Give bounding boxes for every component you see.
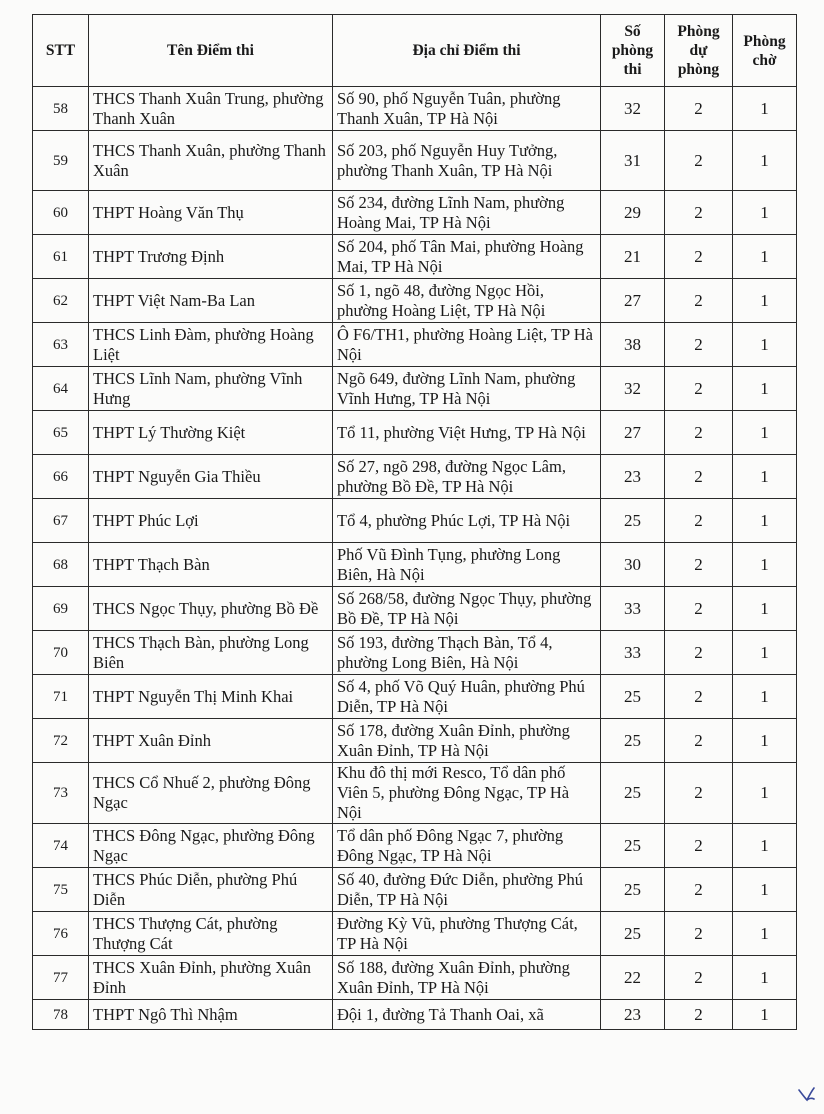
row-site-address: Tổ 11, phường Việt Hưng, TP Hà Nội <box>333 411 601 455</box>
row-reserve-rooms: 2 <box>665 367 733 411</box>
table-row <box>33 279 797 323</box>
table-header-row <box>33 15 797 87</box>
row-stt: 69 <box>33 587 89 631</box>
row-stt: 75 <box>33 868 89 912</box>
row-waiting-rooms: 1 <box>733 824 797 868</box>
row-exam-rooms: 25 <box>601 868 665 912</box>
row-exam-rooms: 29 <box>601 191 665 235</box>
header-site-address: Địa chỉ Điểm thi <box>333 15 601 87</box>
row-site-name: THPT Nguyễn Thị Minh Khai <box>89 675 333 719</box>
table-row <box>33 323 797 367</box>
row-waiting-rooms: 1 <box>733 87 797 131</box>
row-waiting-rooms: 1 <box>733 367 797 411</box>
row-site-name: THPT Trương Định <box>89 235 333 279</box>
row-site-address: Số 188, đường Xuân Đỉnh, phường Xuân Đỉnh, TP Hà Nội <box>333 956 601 1000</box>
table-row <box>33 631 797 675</box>
table-body <box>33 87 797 1030</box>
row-site-name: THPT Việt Nam-Ba Lan <box>89 279 333 323</box>
row-stt: 58 <box>33 87 89 131</box>
table-row <box>33 367 797 411</box>
row-site-address: Số 90, phố Nguyễn Tuân, phường Thanh Xuân, TP Hà Nội <box>333 87 601 131</box>
row-waiting-rooms: 1 <box>733 323 797 367</box>
table-row <box>33 719 797 763</box>
header-exam-rooms-line: thi <box>623 61 642 78</box>
row-reserve-rooms: 2 <box>665 543 733 587</box>
row-waiting-rooms: 1 <box>733 543 797 587</box>
row-reserve-rooms: 2 <box>665 411 733 455</box>
header-waiting-rooms-line: chờ <box>752 51 777 69</box>
row-waiting-rooms: 1 <box>733 631 797 675</box>
row-waiting-rooms: 1 <box>733 675 797 719</box>
row-stt: 59 <box>33 131 89 191</box>
row-site-name: THCS Phúc Diễn, phường Phú Diễn <box>89 868 333 912</box>
row-reserve-rooms: 2 <box>665 912 733 956</box>
header-stt: STT <box>33 15 89 87</box>
row-reserve-rooms: 2 <box>665 631 733 675</box>
header-waiting-rooms-line: Phòng <box>743 32 786 50</box>
table-row <box>33 912 797 956</box>
row-reserve-rooms: 2 <box>665 191 733 235</box>
header-exam-rooms-line: Số <box>624 23 641 40</box>
row-site-name: THCS Linh Đàm, phường Hoàng Liệt <box>89 323 333 367</box>
row-stt: 63 <box>33 323 89 367</box>
row-site-address: Khu đô thị mới Resco, Tổ dân phố Viên 5, phường Đông Ngạc, TP Hà Nội <box>333 763 601 824</box>
row-site-name: THCS Đông Ngạc, phường Đông Ngạc <box>89 824 333 868</box>
table-row <box>33 87 797 131</box>
row-exam-rooms: 25 <box>601 675 665 719</box>
table-row <box>33 191 797 235</box>
row-site-address: Số 193, đường Thạch Bàn, Tổ 4, phường Long Biên, Hà Nội <box>333 631 601 675</box>
row-site-name: THCS Lĩnh Nam, phường Vĩnh Hưng <box>89 367 333 411</box>
row-stt: 76 <box>33 912 89 956</box>
table-row <box>33 956 797 1000</box>
row-waiting-rooms: 1 <box>733 1000 797 1030</box>
exam-sites-table <box>32 14 797 1030</box>
row-stt: 66 <box>33 455 89 499</box>
row-waiting-rooms: 1 <box>733 235 797 279</box>
row-site-name: THCS Xuân Đỉnh, phường Xuân Đỉnh <box>89 956 333 1000</box>
row-site-address: Số 203, phố Nguyễn Huy Tưởng, phường Thanh Xuân, TP Hà Nội <box>333 131 601 191</box>
row-site-address: Phố Vũ Đình Tụng, phường Long Biên, Hà Nội <box>333 543 601 587</box>
row-site-address: Đội 1, đường Tả Thanh Oai, xã <box>333 1000 601 1030</box>
row-site-name: THPT Ngô Thì Nhậm <box>89 1000 333 1030</box>
table-row <box>33 587 797 631</box>
table-row <box>33 824 797 868</box>
row-exam-rooms: 38 <box>601 323 665 367</box>
row-site-name: THPT Phúc Lợi <box>89 499 333 543</box>
row-site-address: Số 204, phố Tân Mai, phường Hoàng Mai, TP Hà Nội <box>333 235 601 279</box>
row-stt: 72 <box>33 719 89 763</box>
row-exam-rooms: 25 <box>601 912 665 956</box>
row-site-address: Số 268/58, đường Ngọc Thụy, phường Bồ Đề, TP Hà Nội <box>333 587 601 631</box>
header-waiting-rooms <box>733 15 797 87</box>
row-stt: 62 <box>33 279 89 323</box>
row-site-name: THCS Cổ Nhuế 2, phường Đông Ngạc <box>89 763 333 824</box>
row-exam-rooms: 23 <box>601 1000 665 1030</box>
header-exam-rooms-line: phòng <box>611 42 654 59</box>
row-stt: 70 <box>33 631 89 675</box>
row-waiting-rooms: 1 <box>733 499 797 543</box>
row-reserve-rooms: 2 <box>665 587 733 631</box>
table-row <box>33 763 797 824</box>
row-stt: 71 <box>33 675 89 719</box>
row-site-name: THPT Xuân Đỉnh <box>89 719 333 763</box>
row-reserve-rooms: 2 <box>665 499 733 543</box>
row-site-name: THCS Thạch Bàn, phường Long Biên <box>89 631 333 675</box>
table-row <box>33 675 797 719</box>
row-exam-rooms: 25 <box>601 719 665 763</box>
row-reserve-rooms: 2 <box>665 279 733 323</box>
table-row <box>33 543 797 587</box>
row-site-address: Số 178, đường Xuân Đỉnh, phường Xuân Đỉnh, TP Hà Nội <box>333 719 601 763</box>
row-waiting-rooms: 1 <box>733 191 797 235</box>
header-reserve-rooms-line: phòng <box>677 61 720 78</box>
row-stt: 73 <box>33 763 89 824</box>
row-stt: 61 <box>33 235 89 279</box>
row-reserve-rooms: 2 <box>665 235 733 279</box>
handwritten-initial-mark <box>797 1086 815 1102</box>
header-reserve-rooms-line: Phòng <box>677 23 720 40</box>
row-site-name: THPT Lý Thường Kiệt <box>89 411 333 455</box>
row-exam-rooms: 33 <box>601 587 665 631</box>
row-waiting-rooms: 1 <box>733 455 797 499</box>
table-row <box>33 235 797 279</box>
row-site-address: Tổ dân phố Đông Ngạc 7, phường Đông Ngạc, TP Hà Nội <box>333 824 601 868</box>
row-stt: 65 <box>33 411 89 455</box>
row-waiting-rooms: 1 <box>733 279 797 323</box>
row-reserve-rooms: 2 <box>665 763 733 824</box>
table-row <box>33 1000 797 1030</box>
row-stt: 67 <box>33 499 89 543</box>
row-site-address: Ngõ 649, đường Lĩnh Nam, phường Vĩnh Hưng, TP Hà Nội <box>333 367 601 411</box>
row-reserve-rooms: 2 <box>665 675 733 719</box>
row-reserve-rooms: 2 <box>665 87 733 131</box>
row-stt: 77 <box>33 956 89 1000</box>
row-site-name: THPT Hoàng Văn Thụ <box>89 191 333 235</box>
row-waiting-rooms: 1 <box>733 868 797 912</box>
row-waiting-rooms: 1 <box>733 956 797 1000</box>
row-exam-rooms: 25 <box>601 763 665 824</box>
row-exam-rooms: 30 <box>601 543 665 587</box>
row-reserve-rooms: 2 <box>665 868 733 912</box>
row-stt: 68 <box>33 543 89 587</box>
row-exam-rooms: 27 <box>601 411 665 455</box>
row-waiting-rooms: 1 <box>733 912 797 956</box>
row-exam-rooms: 32 <box>601 367 665 411</box>
row-exam-rooms: 22 <box>601 956 665 1000</box>
row-waiting-rooms: 1 <box>733 411 797 455</box>
row-reserve-rooms: 2 <box>665 455 733 499</box>
row-site-address: Số 27, ngõ 298, đường Ngọc Lâm, phường Bồ Đề, TP Hà Nội <box>333 455 601 499</box>
row-exam-rooms: 25 <box>601 824 665 868</box>
row-stt: 78 <box>33 1000 89 1030</box>
table-row <box>33 868 797 912</box>
row-exam-rooms: 21 <box>601 235 665 279</box>
row-site-name: THCS Thượng Cát, phường Thượng Cát <box>89 912 333 956</box>
row-site-name: THCS Thanh Xuân, phường Thanh Xuân <box>89 131 333 191</box>
header-reserve-rooms-line: dự <box>689 42 708 59</box>
row-reserve-rooms: 2 <box>665 956 733 1000</box>
table-row <box>33 455 797 499</box>
row-site-name: THCS Ngọc Thụy, phường Bồ Đề <box>89 587 333 631</box>
row-exam-rooms: 31 <box>601 131 665 191</box>
row-site-address: Số 4, phố Võ Quý Huân, phường Phú Diễn, TP Hà Nội <box>333 675 601 719</box>
row-site-address: Số 234, đường Lĩnh Nam, phường Hoàng Mai, TP Hà Nội <box>333 191 601 235</box>
row-reserve-rooms: 2 <box>665 323 733 367</box>
row-stt: 74 <box>33 824 89 868</box>
row-reserve-rooms: 2 <box>665 131 733 191</box>
row-site-name: THCS Thanh Xuân Trung, phường Thanh Xuân <box>89 87 333 131</box>
table-row <box>33 411 797 455</box>
header-exam-rooms <box>601 15 665 87</box>
row-waiting-rooms: 1 <box>733 763 797 824</box>
row-site-address: Số 1, ngõ 48, đường Ngọc Hồi, phường Hoàng Liệt, TP Hà Nội <box>333 279 601 323</box>
row-site-address: Ô F6/TH1, phường Hoàng Liệt, TP Hà Nội <box>333 323 601 367</box>
table-row <box>33 131 797 191</box>
row-reserve-rooms: 2 <box>665 1000 733 1030</box>
row-exam-rooms: 25 <box>601 499 665 543</box>
row-reserve-rooms: 2 <box>665 719 733 763</box>
row-exam-rooms: 27 <box>601 279 665 323</box>
row-exam-rooms: 33 <box>601 631 665 675</box>
header-site-name: Tên Điểm thi <box>89 15 333 87</box>
table-row <box>33 499 797 543</box>
row-waiting-rooms: 1 <box>733 587 797 631</box>
row-reserve-rooms: 2 <box>665 824 733 868</box>
header-reserve-rooms <box>665 15 733 87</box>
row-waiting-rooms: 1 <box>733 719 797 763</box>
row-site-address: Số 40, đường Đức Diễn, phường Phú Diễn, TP Hà Nội <box>333 868 601 912</box>
row-exam-rooms: 32 <box>601 87 665 131</box>
row-site-name: THPT Thạch Bàn <box>89 543 333 587</box>
row-site-address: Tổ 4, phường Phúc Lợi, TP Hà Nội <box>333 499 601 543</box>
row-stt: 64 <box>33 367 89 411</box>
row-waiting-rooms: 1 <box>733 131 797 191</box>
row-site-name: THPT Nguyễn Gia Thiều <box>89 455 333 499</box>
row-stt: 60 <box>33 191 89 235</box>
row-exam-rooms: 23 <box>601 455 665 499</box>
row-site-address: Đường Kỳ Vũ, phường Thượng Cát, TP Hà Nội <box>333 912 601 956</box>
